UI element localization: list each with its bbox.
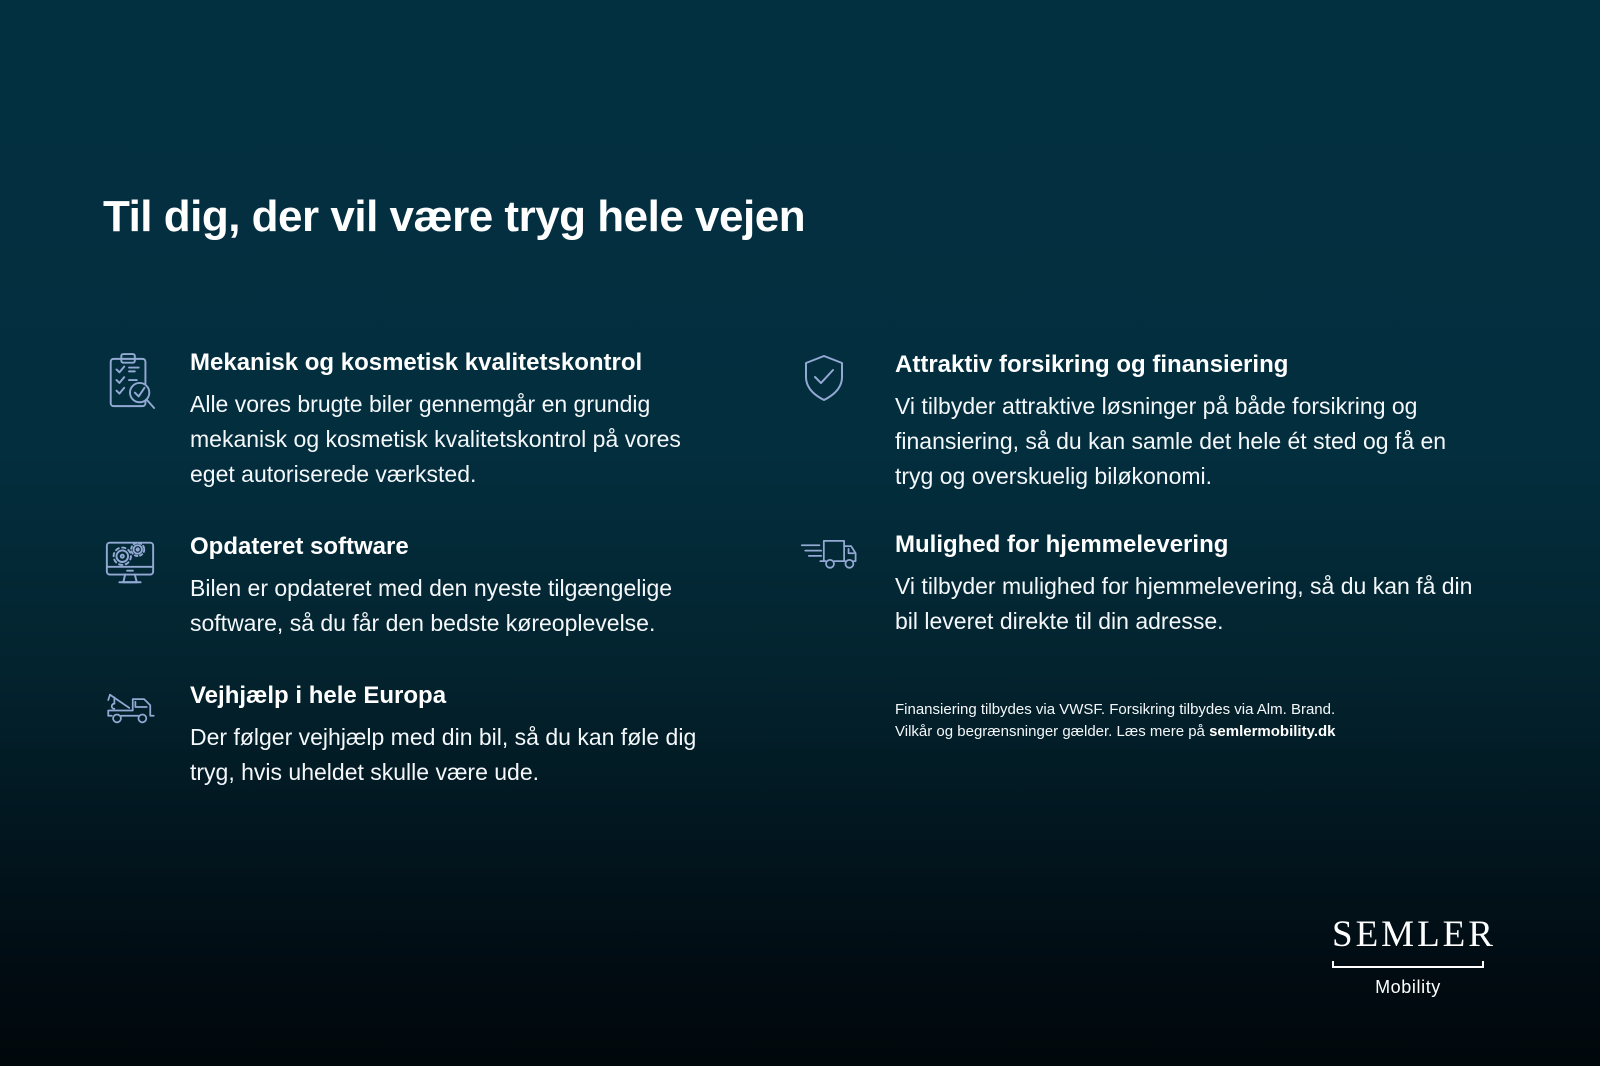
- disclaimer-line2: Vilkår og begrænsninger gælder. Læs mere på: [895, 723, 1210, 740]
- logo-underline: [1332, 961, 1484, 968]
- feature-text: [190, 532, 730, 641]
- feature-heading: Mulighed for hjemmelevering: [895, 531, 1229, 558]
- feature-roadside-assistance: [103, 681, 743, 790]
- feature-text: [895, 530, 1485, 639]
- feature-heading: Opdateret software: [190, 533, 409, 560]
- feature-body: Vi tilbyder mulighed for hjemmelevering, så du kan få din bil leveret direkte til din adresse.: [895, 573, 1473, 634]
- tow-truck-icon: [103, 683, 161, 731]
- disclaimer: [895, 699, 1375, 743]
- delivery-truck-icon: [800, 532, 858, 578]
- feature-home-delivery: [800, 530, 1500, 639]
- feature-software: [103, 532, 743, 641]
- feature-text: [190, 681, 730, 790]
- feature-text: [895, 350, 1485, 494]
- feature-body: Bilen er opdateret med den nyeste tilgængelige software, så du får den bedste køreoplevelse.: [190, 575, 673, 636]
- disclaimer-line1: Finansiering tilbydes via VWSF. Forsikring tilbydes via Alm. Brand.: [895, 701, 1336, 718]
- software-update-icon: [103, 534, 161, 590]
- feature-body: Der følger vejhjælp med din bil, så du kan føle dig tryg, hvis uheldet skulle være ude.: [190, 724, 697, 785]
- semler-mobility-logo: [1332, 913, 1496, 998]
- shield-check-icon: [800, 352, 858, 404]
- feature-heading: Vejhjælp i hele Europa: [190, 682, 447, 709]
- feature-quality-control: [103, 348, 743, 492]
- page-title: Til dig, der vil være tryg hele vejen: [103, 192, 806, 241]
- feature-body: Vi tilbyder attraktive løsninger på både forsikring og finansiering, så du kan samle det hele ét sted og få en tryg og overskuelig biløkonomi.: [895, 393, 1447, 489]
- feature-insurance-financing: [800, 350, 1500, 494]
- feature-heading: Attraktiv forsikring og finansiering: [895, 351, 1289, 378]
- logo-sub-text: Mobility: [1375, 977, 1441, 997]
- features-column-left: [103, 348, 743, 830]
- feature-body: Alle vores brugte biler gennemgår en grundig mekanisk og kosmetisk kvalitetskontrol på vores eget autoriserede værksted.: [190, 391, 681, 487]
- feature-text: [190, 348, 730, 492]
- logo-brand-text: SEMLER: [1332, 914, 1496, 955]
- features-column-right: [800, 350, 1500, 743]
- feature-heading: Mekanisk og kosmetisk kvalitetskontrol: [190, 349, 643, 376]
- semlermobility-link[interactable]: semlermobility.dk: [1209, 723, 1336, 740]
- quality-inspection-icon: [103, 350, 161, 414]
